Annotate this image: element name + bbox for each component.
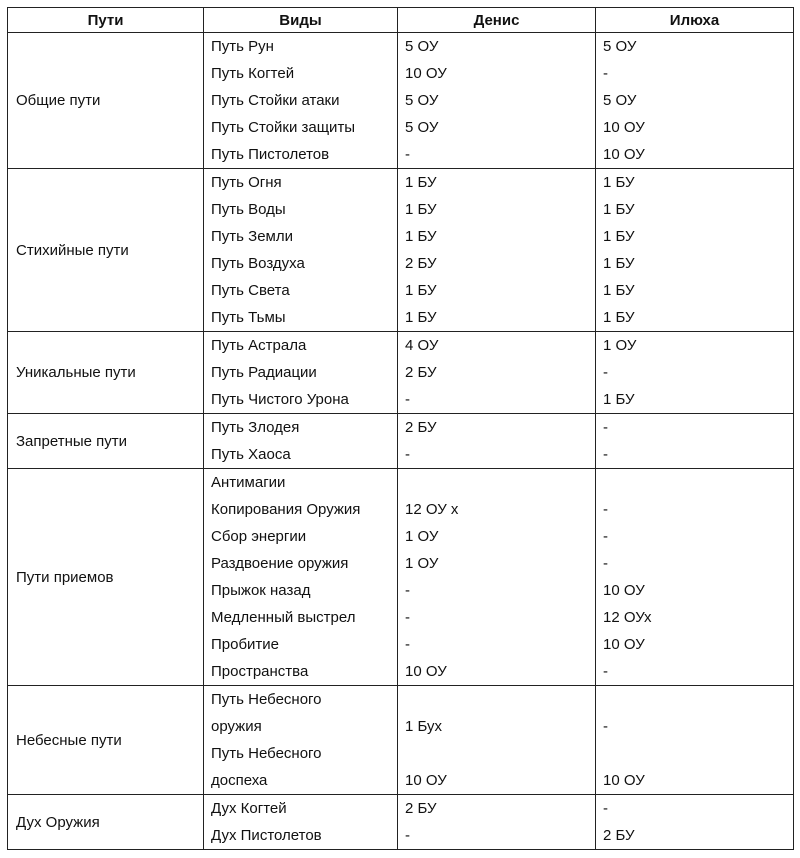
group-name: Небесные пути [8,686,204,795]
ilyuha-value: 1 БУ [603,391,635,408]
ilyuha-value: 10 ОУ [603,582,645,599]
ilyuha-value [596,686,793,713]
ilyuha-value [596,740,793,767]
denis-value: 5 ОУ [405,119,439,136]
ilyuha-value: 10 ОУ [603,146,645,163]
denis-value: - [405,609,410,626]
path-type: Копирования Оружия [211,501,361,518]
group-row [8,169,794,332]
denis-value: - [405,636,410,653]
denis-value-cell [398,414,596,469]
ilyuha-value-cell [596,169,794,332]
group-row [8,686,794,795]
ilyuha-value: - [603,419,608,436]
header-paths: Пути [8,8,204,33]
ilyuha-value: 5 ОУ [603,38,637,55]
ilyuha-value: 1 БУ [603,255,635,272]
path-type-cell [204,332,398,414]
path-type: Путь Тьмы [211,309,286,326]
denis-value [398,469,595,496]
paths-table [7,7,794,850]
ilyuha-value: 1 БУ [603,201,635,218]
path-type-cell [204,686,398,795]
denis-value-cell [398,33,596,169]
group-name: Уникальные пути [8,332,204,414]
path-type: Путь Хаоса [211,446,291,463]
denis-value: 2 БУ [405,800,437,817]
ilyuha-value: 1 БУ [603,309,635,326]
path-type-cell [204,169,398,332]
ilyuha-value: - [603,364,608,381]
ilyuha-value: 10 ОУ [603,119,645,136]
path-type: Раздвоение оружия [211,555,349,572]
path-type: Сбор энергии [211,528,307,545]
ilyuha-value-cell [596,33,794,169]
denis-value: 10 ОУ [405,65,447,82]
path-type: Путь Злодея [211,419,300,436]
path-type: Путь Небесного [211,691,322,708]
path-type: Дух Когтей [211,800,287,817]
denis-value: 1 ОУ [405,555,439,572]
ilyuha-value: 12 ОУх [603,609,652,626]
path-type: Антимагии [211,474,286,491]
group-row [8,33,794,169]
path-type: Путь Земли [211,228,293,245]
ilyuha-value: 10 ОУ [603,636,645,653]
group-row [8,414,794,469]
ilyuha-value: - [603,528,608,545]
ilyuha-value: 10 ОУ [603,772,645,789]
path-type: Путь Огня [211,174,282,191]
denis-value: 2 БУ [405,364,437,381]
path-type: Путь Стойки защиты [211,119,356,136]
path-type-cell [204,414,398,469]
path-type: Путь Стойки атаки [211,92,340,109]
denis-value: 4 ОУ [405,337,439,354]
path-type: доспеха [211,772,268,789]
path-type-cell [204,33,398,169]
ilyuha-value: - [603,65,608,82]
denis-value-cell [398,795,596,850]
path-type: Путь Небесного [211,745,322,762]
ilyuha-value: 2 БУ [603,827,635,844]
path-type: Пробитие [211,636,280,653]
denis-value: 12 ОУ х [405,501,459,518]
denis-value-cell [398,686,596,795]
header-ilyuha: Илюха [596,8,794,33]
header-denis: Денис [398,8,596,33]
path-type: Путь Пистолетов [211,146,330,163]
path-type-cell [204,795,398,850]
denis-value: 1 Бух [405,718,443,735]
denis-value: - [405,391,410,408]
header-types: Виды [204,8,398,33]
ilyuha-value-cell [596,795,794,850]
denis-value-cell [398,469,596,686]
denis-value: 5 ОУ [405,38,439,55]
table-body [8,33,794,850]
ilyuha-value: 1 БУ [603,282,635,299]
path-type: Прыжок назад [211,582,311,599]
denis-value-cell [398,332,596,414]
denis-value: 10 ОУ [405,663,447,680]
denis-value: - [405,827,410,844]
denis-value: 1 ОУ [405,528,439,545]
denis-value-cell [398,169,596,332]
path-type: Дух Пистолетов [211,827,322,844]
path-type: Путь Рун [211,38,274,55]
denis-value: - [405,582,410,599]
ilyuha-value: 1 БУ [603,228,635,245]
ilyuha-value [596,469,793,496]
path-type: Путь Астрала [211,337,307,354]
ilyuha-value: - [603,800,608,817]
path-type-cell [204,469,398,686]
path-type: Путь Света [211,282,290,299]
ilyuha-value-cell [596,686,794,795]
path-type: Медленный выстрел [211,609,356,626]
path-type: Путь Воздуха [211,255,305,272]
ilyuha-value: - [603,663,608,680]
paths-table-wrapper [7,7,794,850]
group-name: Стихийные пути [8,169,204,332]
ilyuha-value-cell [596,332,794,414]
group-name: Общие пути [8,33,204,169]
ilyuha-value: 1 ОУ [603,337,637,354]
group-name: Пути приемов [8,469,204,686]
ilyuha-value: 1 БУ [603,174,635,191]
denis-value: 5 ОУ [405,92,439,109]
group-name: Дух Оружия [8,795,204,850]
path-type: Пространства [211,663,309,680]
path-type: Путь Воды [211,201,286,218]
denis-value [398,740,595,767]
ilyuha-value: 5 ОУ [603,92,637,109]
group-row [8,469,794,686]
group-name: Запретные пути [8,414,204,469]
ilyuha-value: - [603,446,608,463]
denis-value: 1 БУ [405,174,437,191]
denis-value: 1 БУ [405,201,437,218]
denis-value [398,686,595,713]
group-row [8,795,794,850]
path-type: оружия [211,718,262,735]
denis-value: - [405,146,410,163]
denis-value: 1 БУ [405,282,437,299]
ilyuha-value-cell [596,414,794,469]
denis-value: 1 БУ [405,228,437,245]
denis-value: 1 БУ [405,309,437,326]
denis-value: 10 ОУ [405,772,447,789]
path-type: Путь Радиации [211,364,317,381]
path-type: Путь Когтей [211,65,295,82]
denis-value: 2 БУ [405,419,437,436]
ilyuha-value-cell [596,469,794,686]
ilyuha-value: - [603,718,608,735]
ilyuha-value: - [603,555,608,572]
header-row [8,8,794,33]
ilyuha-value: - [603,501,608,518]
denis-value: 2 БУ [405,255,437,272]
group-row [8,332,794,414]
path-type: Путь Чистого Урона [211,391,349,408]
denis-value: - [405,446,410,463]
